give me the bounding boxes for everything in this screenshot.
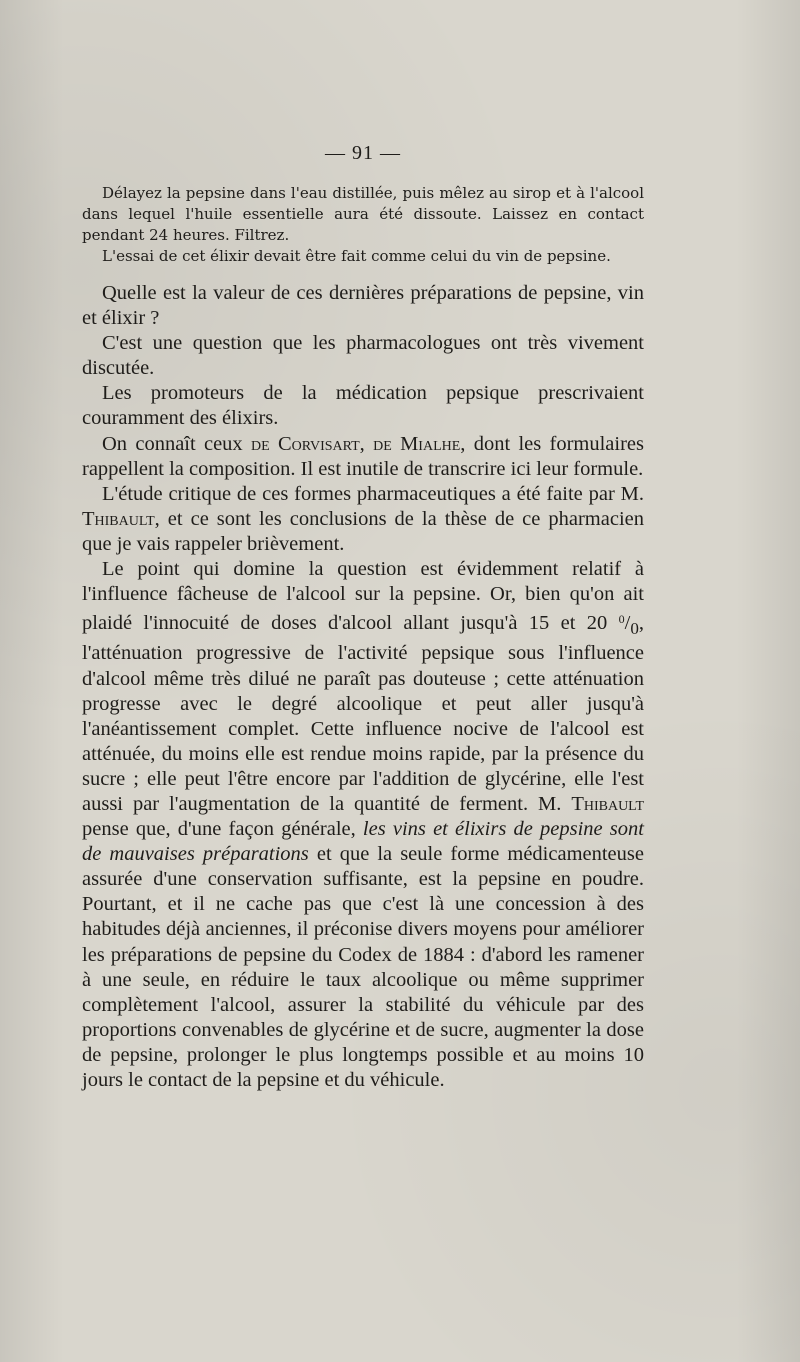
paragraph-3: Les promoteurs de la médication pepsique prescrivaient couramment des élixirs.	[82, 382, 644, 430]
author-corvisart: Corvisart,	[277, 432, 365, 455]
paragraph-6-text-c: pense que, d'une façon générale,	[82, 818, 363, 841]
paragraph-4-de-2: de	[373, 432, 392, 455]
paragraph-4	[82, 432, 644, 482]
paragraph-5-text-a: L'étude critique de ces formes pharmaceutiques a été faite par M.	[102, 482, 644, 505]
page-content	[82, 142, 644, 1093]
note-paragraph-2: L'essai de cet élixir devait être fait comme celui du vin de pepsine.	[102, 247, 611, 265]
paragraph-1: Quelle est la valeur de ces dernières préparations de pepsine, vin et élixir ?	[82, 282, 644, 330]
paragraph-6-text-b: , l'atténuation progressive de l'activité pepsique sous l'influence d'alcool même très dilué ne paraît pas douteuse ; cette atténuation progresse avec le degré alcoolique et peut aller jusqu'à l'anéantissement complet. Cette influence nocive de l'alcool est atténuée, du moins elle est rendue moins rapide, par la présence du sucre ; elle peut l'être encore par l'addition de glycérine, elle l'est aussi par l'augmentation de la quantité de ferment. M.	[82, 612, 644, 815]
paragraph-4-de-1: de	[250, 432, 270, 455]
paragraph-4-text-b: dont les formulaires rappellent la composition. Il est inutile de transcrire ici leur formule.	[82, 432, 645, 480]
percent-sign-top: 0	[618, 612, 625, 627]
page-number: — 91 —	[325, 142, 401, 164]
author-thibault-2: Thibault	[571, 792, 644, 815]
percent-sign-slash: /	[624, 612, 631, 635]
paragraph-6-text-a: Le point qui domine la question est évidemment relatif à l'influence fâcheuse de l'alcool sur la pepsine. Or, bien qu'on ait plaidé l'innocuité de doses d'alcool allant jusqu'à 15 et 20	[82, 558, 644, 635]
paragraph-6	[82, 557, 644, 1093]
author-thibault: Thibault,	[82, 507, 160, 530]
paragraph-4-text-a: On connaît ceux	[102, 432, 251, 455]
paragraph-2: C'est une question que les pharmacologues ont très vivement discutée.	[82, 332, 644, 380]
author-mialhe: Mialhe,	[400, 432, 466, 455]
percent-sign-bottom: 0	[630, 619, 639, 639]
italic-conclusion: les vins et élixirs de pepsine sont de mauvaises préparations	[82, 818, 644, 866]
paragraph-5	[82, 482, 644, 557]
paragraph-5-text-b: et ce sont les conclusions de la thèse de ce pharmacien que je vais rappeler brièvement.	[82, 507, 644, 555]
paragraph-6-text-d: et que la seule forme médicamenteuse assurée d'une conservation suffisante, est la pepsine en poudre. Pourtant, et il ne cache pas que c'est là une concession à des habitudes déjà anciennes, il préconise divers moyens pour améliorer les préparations de pepsine du Codex de 1884 : d'abord les ramener à une seule, en réduire le taux alcoolique ou même supprimer complètement l'alcool, assurer la stabilité du véhicule par des proportions convenables de glycérine et de sucre, augmenter la dose de pepsine, prolonger le plus longtemps possible et au moins 10 jours le contact de la pepsine et du véhicule.	[82, 843, 644, 1091]
note-paragraph-1: Délayez la pepsine dans l'eau distillée, puis mêlez au sirop et à l'alcool dans lequel l'huile essentielle aura été dissoute. Laissez en contact pendant 24 heures. Filtrez.	[82, 184, 644, 244]
